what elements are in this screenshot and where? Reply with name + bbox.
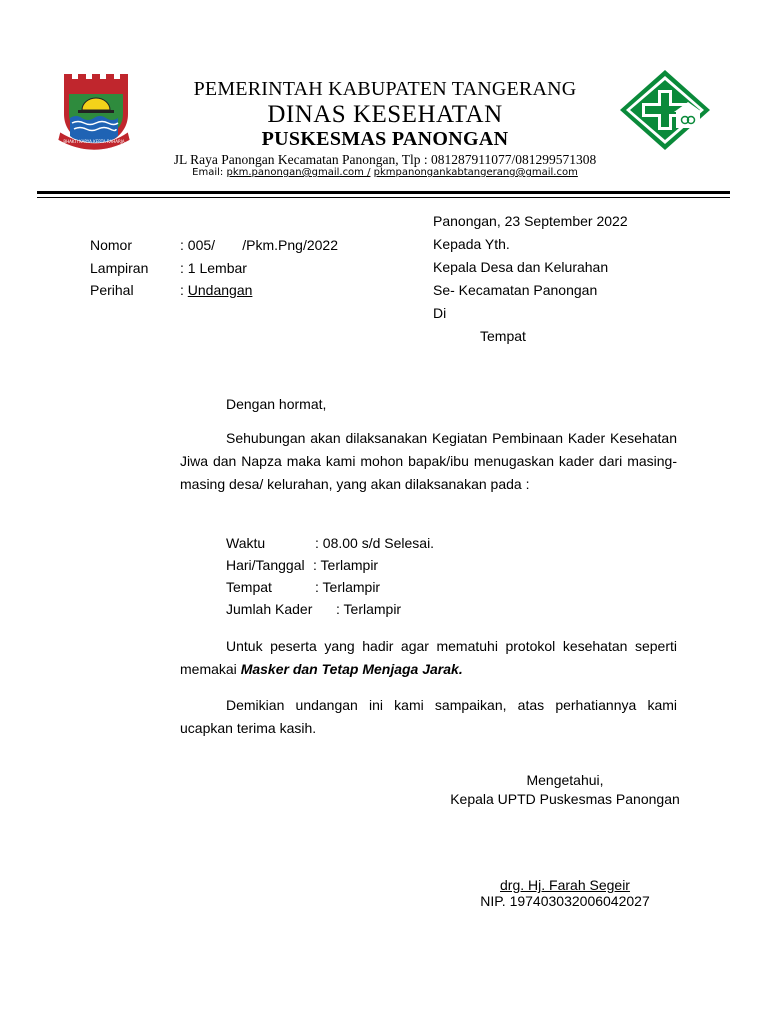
letterhead-divider-thick <box>37 191 730 194</box>
detail-value-tempat: : Terlampir <box>315 579 381 595</box>
letterhead-email <box>60 167 710 178</box>
letterhead-government: PEMERINTAH KABUPATEN TANGERANG <box>193 78 577 100</box>
detail-label-jumlah-kader: Jumlah Kader <box>226 601 313 617</box>
perihal-colon: : <box>180 282 188 298</box>
signatory-nip: NIP. 197403032006042027 <box>480 893 650 909</box>
perihal-value: Undangan <box>187 282 253 298</box>
signature-acknowledged: Mengetahui, <box>526 772 604 788</box>
recipient-line-2: Kepala Desa dan Kelurahan <box>433 259 609 275</box>
recipient-line-1: Kepada Yth. <box>433 236 510 252</box>
detail-value-waktu: : 08.00 s/d Selesai. <box>315 535 435 551</box>
email-label: Email: <box>192 167 224 178</box>
detail-value-hari-tanggal: : Terlampir <box>313 557 379 573</box>
place-date: Panongan, 23 September 2022 <box>433 213 628 229</box>
nomor-value: : 005/ /Pkm.Png/2022 <box>180 237 338 253</box>
paragraph-intro: Sehubungan akan dilaksanakan Kegiatan Pembinaan Kader Kesehatan Jiwa dan Napza maka kami mohon bapak/ibu menugaskan kader dari masing-masing desa/ kelurahan, yang akan dilaksanakan pada : <box>180 430 677 492</box>
letterhead-agency: DINAS KESEHATAN <box>267 101 503 128</box>
letterhead-unit: PUSKESMAS PANONGAN <box>261 128 509 150</box>
detail-label-tempat: Tempat <box>226 579 272 595</box>
nomor-label: Nomor <box>90 237 133 253</box>
lampiran-label: Lampiran <box>90 260 149 276</box>
letterhead-address: JL Raya Panongan Kecamatan Panongan, Tlp : 081287911077/081299571308 <box>173 152 597 167</box>
detail-value-jumlah-kader: : Terlampir <box>336 601 402 617</box>
protocol-text: Untuk peserta yang hadir agar mematuhi protokol kesehatan seperti memakai <box>180 638 677 677</box>
greeting: Dengan hormat, <box>226 396 327 412</box>
email-link-2[interactable]: pkmpanongankabtangerang@gmail.com <box>373 167 578 178</box>
recipient-line-3: Se- Kecamatan Panongan <box>433 282 598 298</box>
detail-label-hari-tanggal: Hari/Tanggal <box>226 557 305 573</box>
perihal-row <box>180 281 252 299</box>
recipient-line-4: Di <box>433 305 447 321</box>
recipient-line-5: Tempat <box>480 328 526 344</box>
letterhead-divider-thin <box>37 197 730 198</box>
paragraph-protocol <box>180 635 677 681</box>
kabupaten-tangerang-emblem-icon <box>58 70 130 150</box>
protocol-emphasis: Masker dan Tetap Menjaga Jarak. <box>240 661 463 677</box>
perihal-label: Perihal <box>90 282 134 298</box>
signatory-name: drg. Hj. Farah Segeir <box>500 877 630 893</box>
detail-label-waktu: Waktu <box>226 535 266 551</box>
signature-title: Kepala UPTD Puskesmas Panongan <box>450 791 680 807</box>
lampiran-value: : 1 Lembar <box>180 260 247 276</box>
email-link-1[interactable]: pkm.panongan@gmail.com / <box>226 167 371 178</box>
paragraph-closing: Demikian undangan ini kami sampaikan, atas perhatiannya kami ucapkan terima kasih. <box>180 697 677 736</box>
svg-text:BHAKTI KARYA KERTA RAHARJA: BHAKTI KARYA KERTA RAHARJA <box>63 139 125 144</box>
